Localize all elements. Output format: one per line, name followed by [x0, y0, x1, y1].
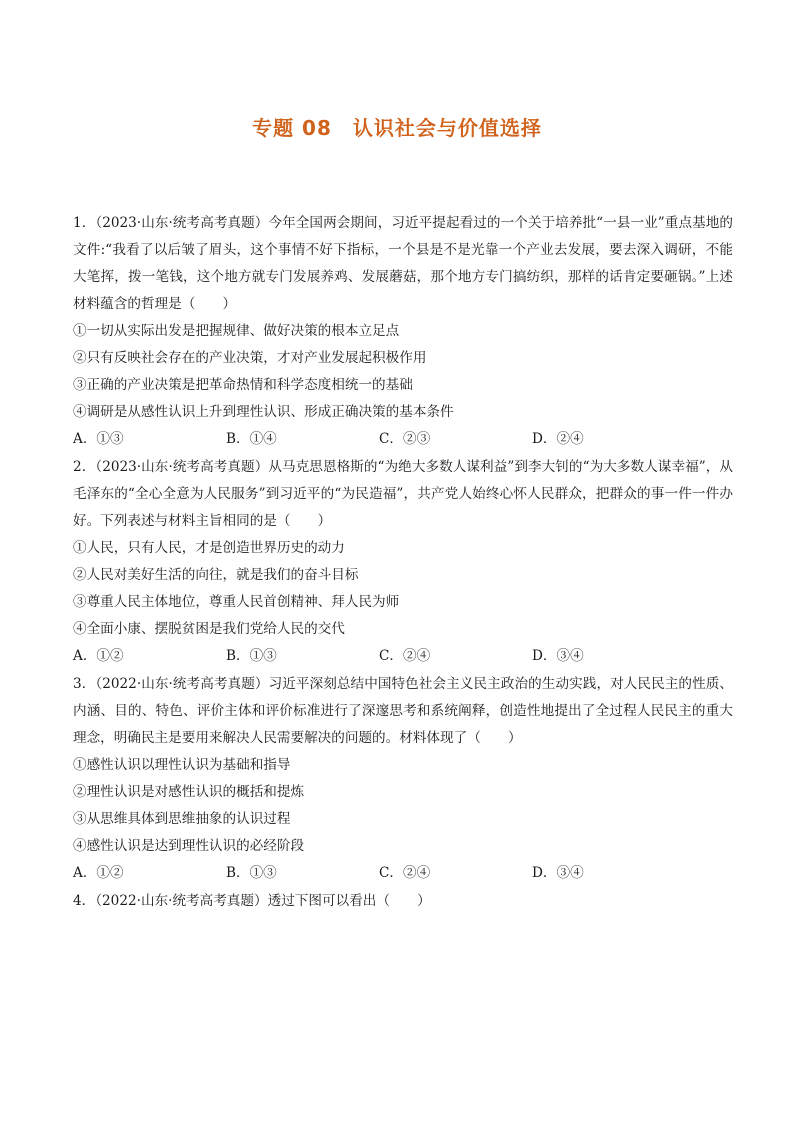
statement-option: ④全面小康、摆脱贫困是我们党给人民的交代 [73, 621, 345, 637]
answer-choices [73, 643, 733, 670]
answer-choices [73, 426, 733, 453]
answer-choice-a[interactable]: A．①② [73, 648, 124, 664]
question-list [73, 210, 733, 915]
statement-option: ④感性认识是达到理性认识的必经阶段 [73, 838, 305, 854]
page-title: 专题 08 认识社会与价值选择 [252, 116, 542, 140]
answer-choices [73, 860, 733, 887]
statement-option: ①一切从实际出发是把握规律、做好决策的根本立足点 [73, 323, 400, 339]
question-stem: 3．（2022·山东·统考高考真题）习近平深刻总结中国特色社会主义民主政治的生动实践，对人民民主的性质、内涵、目的、特色、评价主体和评价标准进行了深邃思考和系统阐释，创造性地提出了全过程人民民主的重大理念，明确民主是要用来解决人民需要解决的问题的。材料体现了（ ） [73, 676, 733, 746]
statement-option: ②人民对美好生活的向往，就是我们的奋斗目标 [73, 567, 359, 583]
answer-choice-d[interactable]: D．②④ [532, 431, 584, 447]
answer-choice-c[interactable]: C．②④ [379, 648, 431, 664]
question-stem: 4．（2022·山东·统考高考真题）透过下图可以看出（ ） [73, 893, 431, 909]
statement-option: ③尊重人民主体地位，尊重人民首创精神、拜人民为师 [73, 594, 400, 610]
answer-choice-b[interactable]: B．①④ [226, 431, 277, 447]
answer-choice-c[interactable]: C．②④ [379, 865, 431, 881]
answer-choice-b[interactable]: B．①③ [226, 865, 277, 881]
statement-option: ①人民，只有人民，才是创造世界历史的动力 [73, 540, 345, 556]
question-3 [73, 671, 733, 887]
question-1 [73, 210, 733, 453]
question-stem: 2．（2023·山东·统考高考真题）从马克思恩格斯的“为绝大多数人谋利益”到李大钊的“为大多数人谋幸福”，从毛泽东的“全心全意为人民服务”到习近平的“为民造福”，共产党人始终心怀人民群众，把群众的事一件一件办好。下列表述与材料主旨相同的是（ ） [73, 459, 733, 529]
statement-option: ①感性认识以理性认识为基础和指导 [73, 757, 291, 773]
statement-option: ④调研是从感性认识上升到理性认识、形成正确决策的基本条件 [73, 404, 454, 420]
answer-choice-b[interactable]: B．①③ [226, 648, 277, 664]
statement-option: ②只有反映社会存在的产业决策，才对产业发展起积极作用 [73, 350, 427, 366]
answer-choice-d[interactable]: D．③④ [532, 648, 584, 664]
statement-option: ②理性认识是对感性认识的概括和提炼 [73, 784, 305, 800]
question-stem: 1．（2023·山东·统考高考真题）今年全国两会期间，习近平提起看过的一个关于培养批“一县一业”重点基地的文件:“我看了以后皱了眉头，这个事情不好下指标，一个县是不是光靠一个产业去发展，要去深入调研，不能大笔挥，拨一笔钱，这个地方就专门发展养鸡、发展蘑菇，那个地方专门搞纺织，那样的话肯定要砸锅。”上述材料蕴含的哲理是（ ） [73, 215, 733, 312]
statement-option: ③正确的产业决策是把革命热情和科学态度相统一的基础 [73, 377, 413, 393]
question-4 [73, 888, 733, 915]
question-2 [73, 454, 733, 670]
answer-choice-d[interactable]: D．③④ [532, 865, 584, 881]
answer-choice-a[interactable]: A．①② [73, 865, 124, 881]
answer-choice-c[interactable]: C．②③ [379, 431, 431, 447]
answer-choice-a[interactable]: A．①③ [73, 431, 124, 447]
statement-option: ③从思维具体到思维抽象的认识过程 [73, 811, 291, 827]
